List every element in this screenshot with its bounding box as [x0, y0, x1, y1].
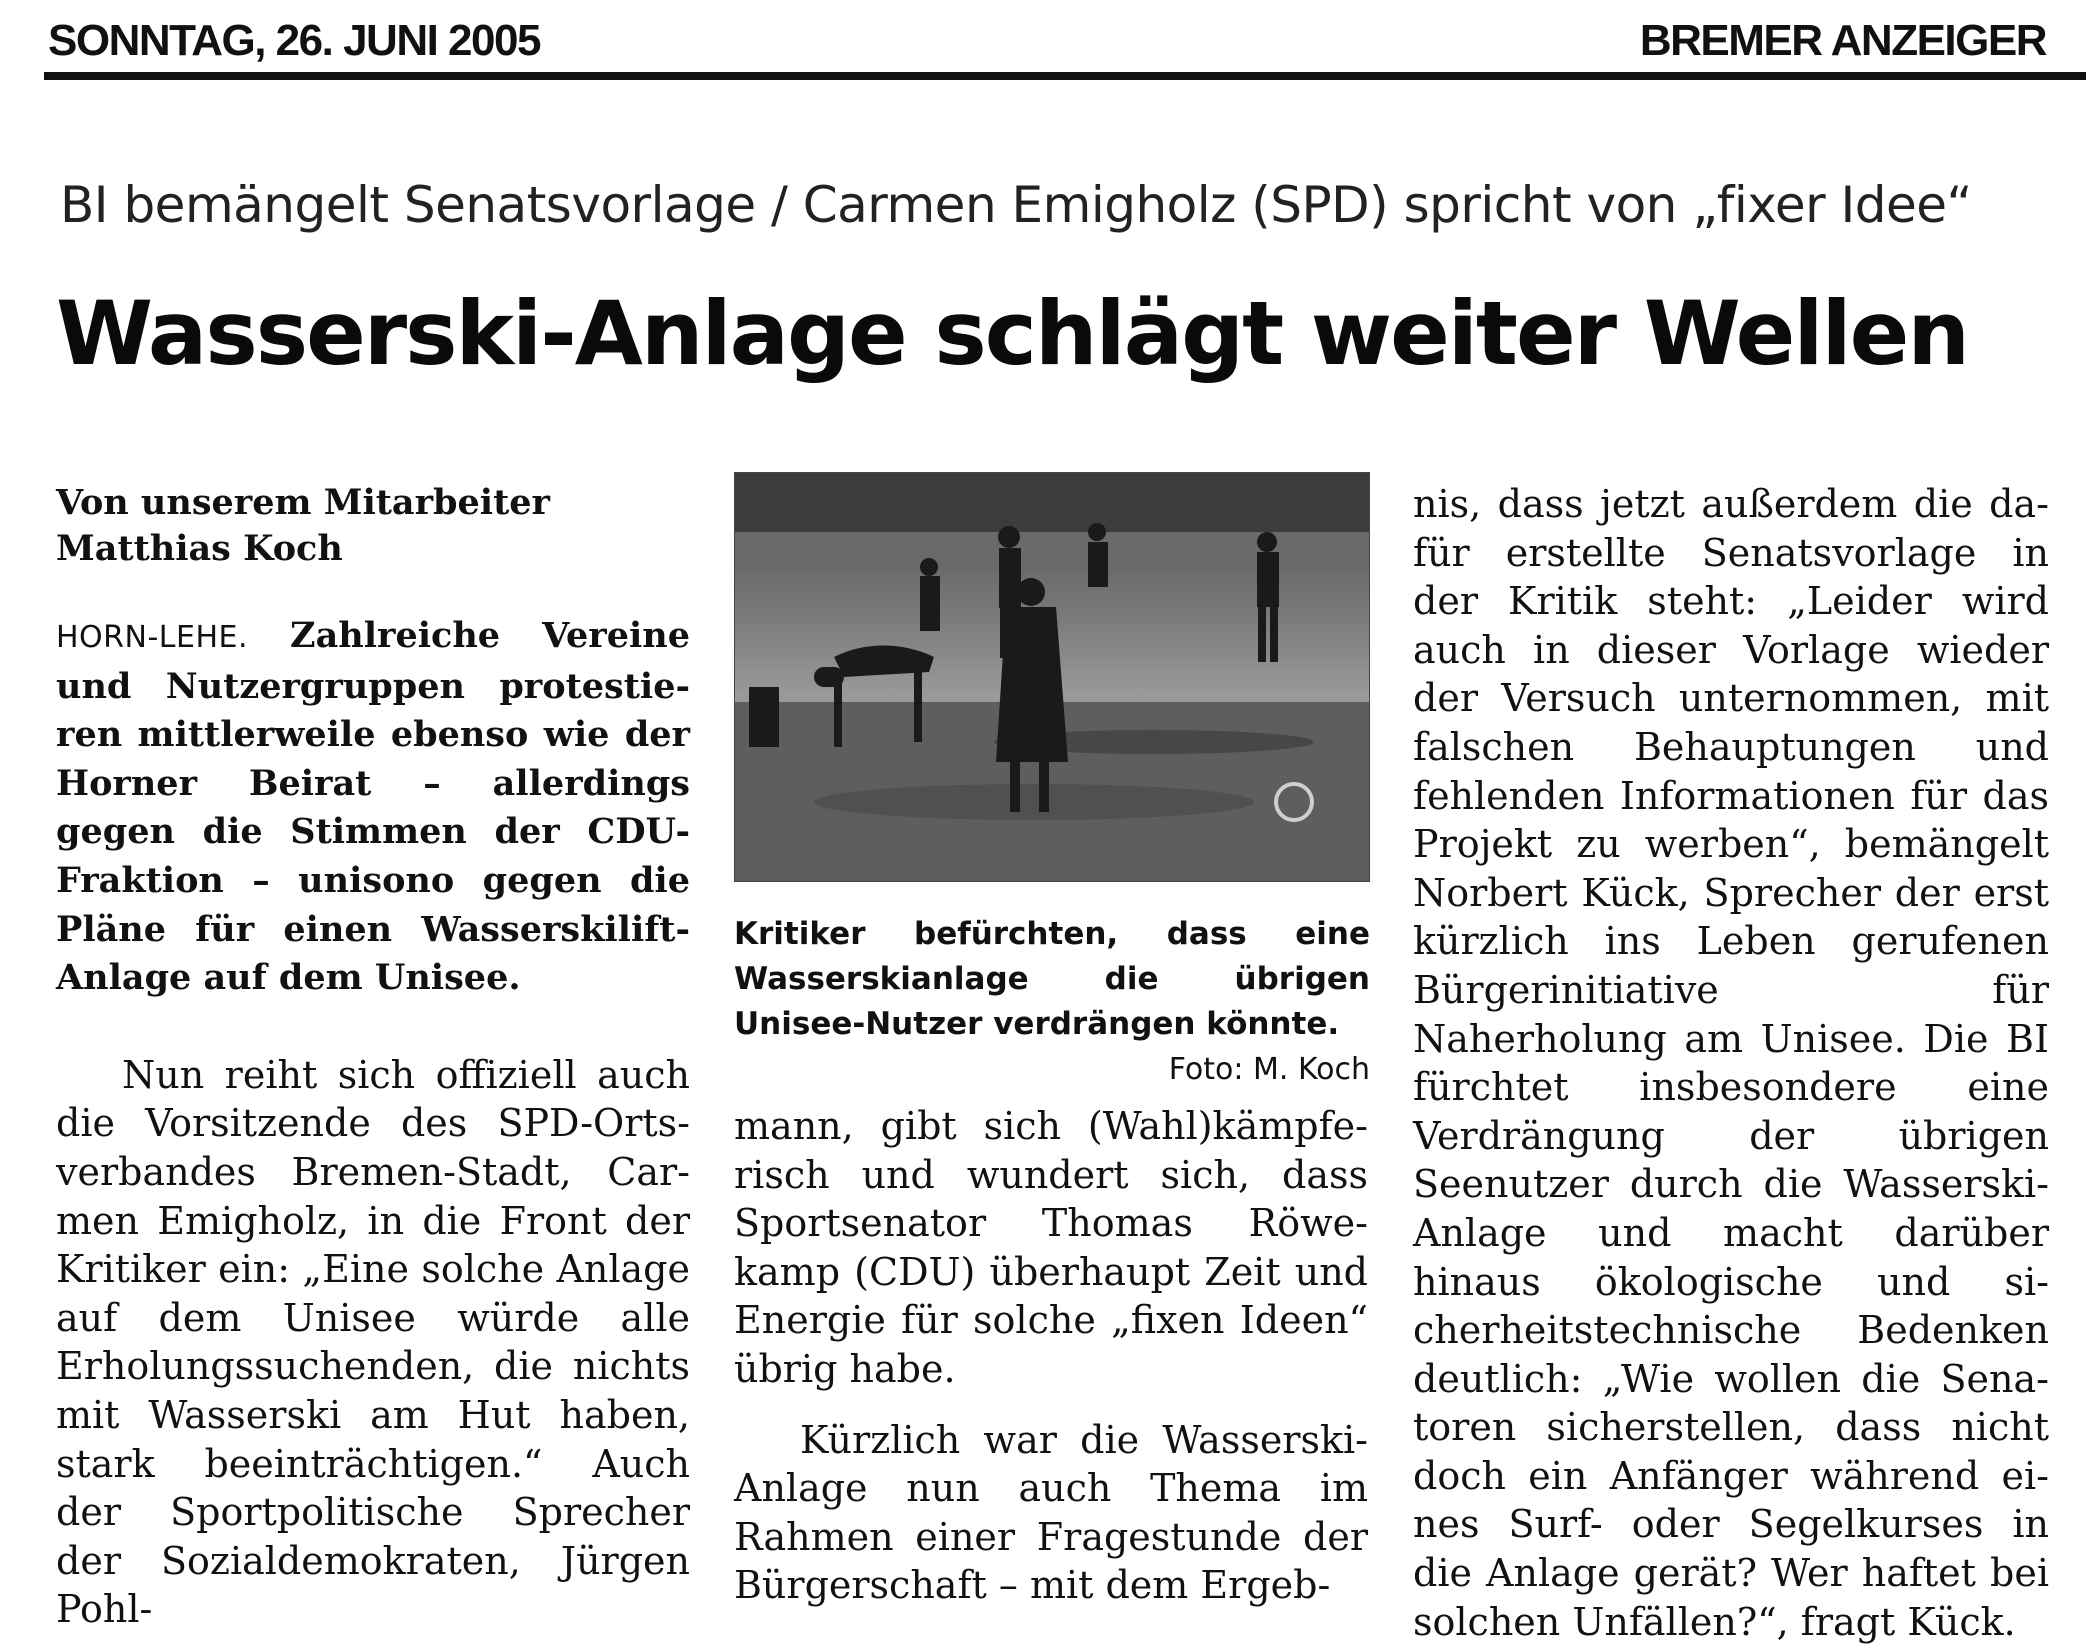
issue-date: SONNTAG, 26. JUNI 2005: [48, 16, 540, 65]
lead-text: Zahlreiche Vereine und Nutzergruppen protestieren mittlerweile ebenso wie der Horner Beirat – allerdings gegen die Stimmen der CDU-Fraktion – unisono gegen die Pläne für einen Wasserskilift-Anlage auf dem Unisee.: [56, 615, 690, 999]
body-paragraph-1: Nun reiht sich offiziell auch die Vorsitzende des SPD-Ortsverbandes Bremen-Stadt, Carmen Emigholz, in die Front der Kritiker ein: „Eine solche Anlage auf dem Unisee würde alle Erholungssuchenden, die nichts mit Wasserski am Hut haben, stark beeinträchtigen.“ Auch der Sportpolitische Sprecher der Sozialdemokraten, Jürgen Pohl-: [56, 1052, 690, 1632]
body-paragraph-2: mann, gibt sich (Wahl)kämpferisch und wundert sich, dass Sportsenator Thomas Röwekamp (CDU) überhaupt Zeit und Energie für solche „fixen Ideen“ übrig habe.: [734, 1104, 1368, 1391]
masthead-rule: [44, 72, 2086, 80]
article-headline: Wasserski-Anlage schlägt weiter Wellen: [56, 282, 1968, 385]
photo-caption: [734, 912, 1370, 1092]
article-column-3: [1413, 480, 2049, 1646]
byline-line-1: Von unserem Mitarbeiter: [56, 482, 550, 523]
body-paragraph-3: Kürzlich war die Wasserski-Anlage nun auch Thema im Rahmen einer Fragestunde der Bürgerschaft – mit dem Ergeb-: [734, 1417, 1368, 1608]
article-column-1: [56, 480, 690, 1634]
newspaper-name: BREMER ANZEIGER: [1639, 16, 2046, 65]
lead-paragraph: [56, 612, 690, 1003]
photo-credit: Foto: M. Koch: [1168, 1052, 1370, 1087]
caption-text: Kritiker befürchten, dass eine Wasserskianlage die übrigen Unisee-Nutzer verdrängen könnte.: [734, 916, 1370, 1042]
byline-author: Matthias Koch: [56, 528, 343, 569]
byline: [56, 480, 690, 572]
article-kicker: BI bemängelt Senatsvorlage / Carmen Emigholz (SPD) spricht von „fixer Idee“: [60, 176, 1972, 234]
beach-photo-image: [734, 472, 1370, 882]
dateline: HORN-LEHE.: [56, 620, 249, 655]
masthead: [48, 12, 2046, 68]
article-photo: [734, 472, 1370, 882]
article-column-2: [734, 1102, 1368, 1610]
body-paragraph-4: nis, dass jetzt außerdem die dafür erstellte Senatsvorlage in der Kritik steht: „Leider wird auch in dieser Vorlage wieder der Versuch unternommen, mit falschen Behauptungen und fehlenden Informationen für das Projekt zu werben“, bemängelt Norbert Kück, Sprecher der erst kürzlich ins Leben gerufenen Bürgerinitiative für Naherholung am Unisee. Die BI fürchtet insbesondere eine Verdrängung der übrigen Seenutzer durch die Wasserski-Anlage und macht darüber hinaus ökologische und sicherheitstechnische Bedenken deutlich: „Wie wollen die Senatoren sicherstellen, dass nicht doch ein Anfänger während eines Surf- oder Segelkurses in die Anlage gerät? Wer haftet bei solchen Unfällen?“, fragt Kück.: [1413, 482, 2049, 1644]
